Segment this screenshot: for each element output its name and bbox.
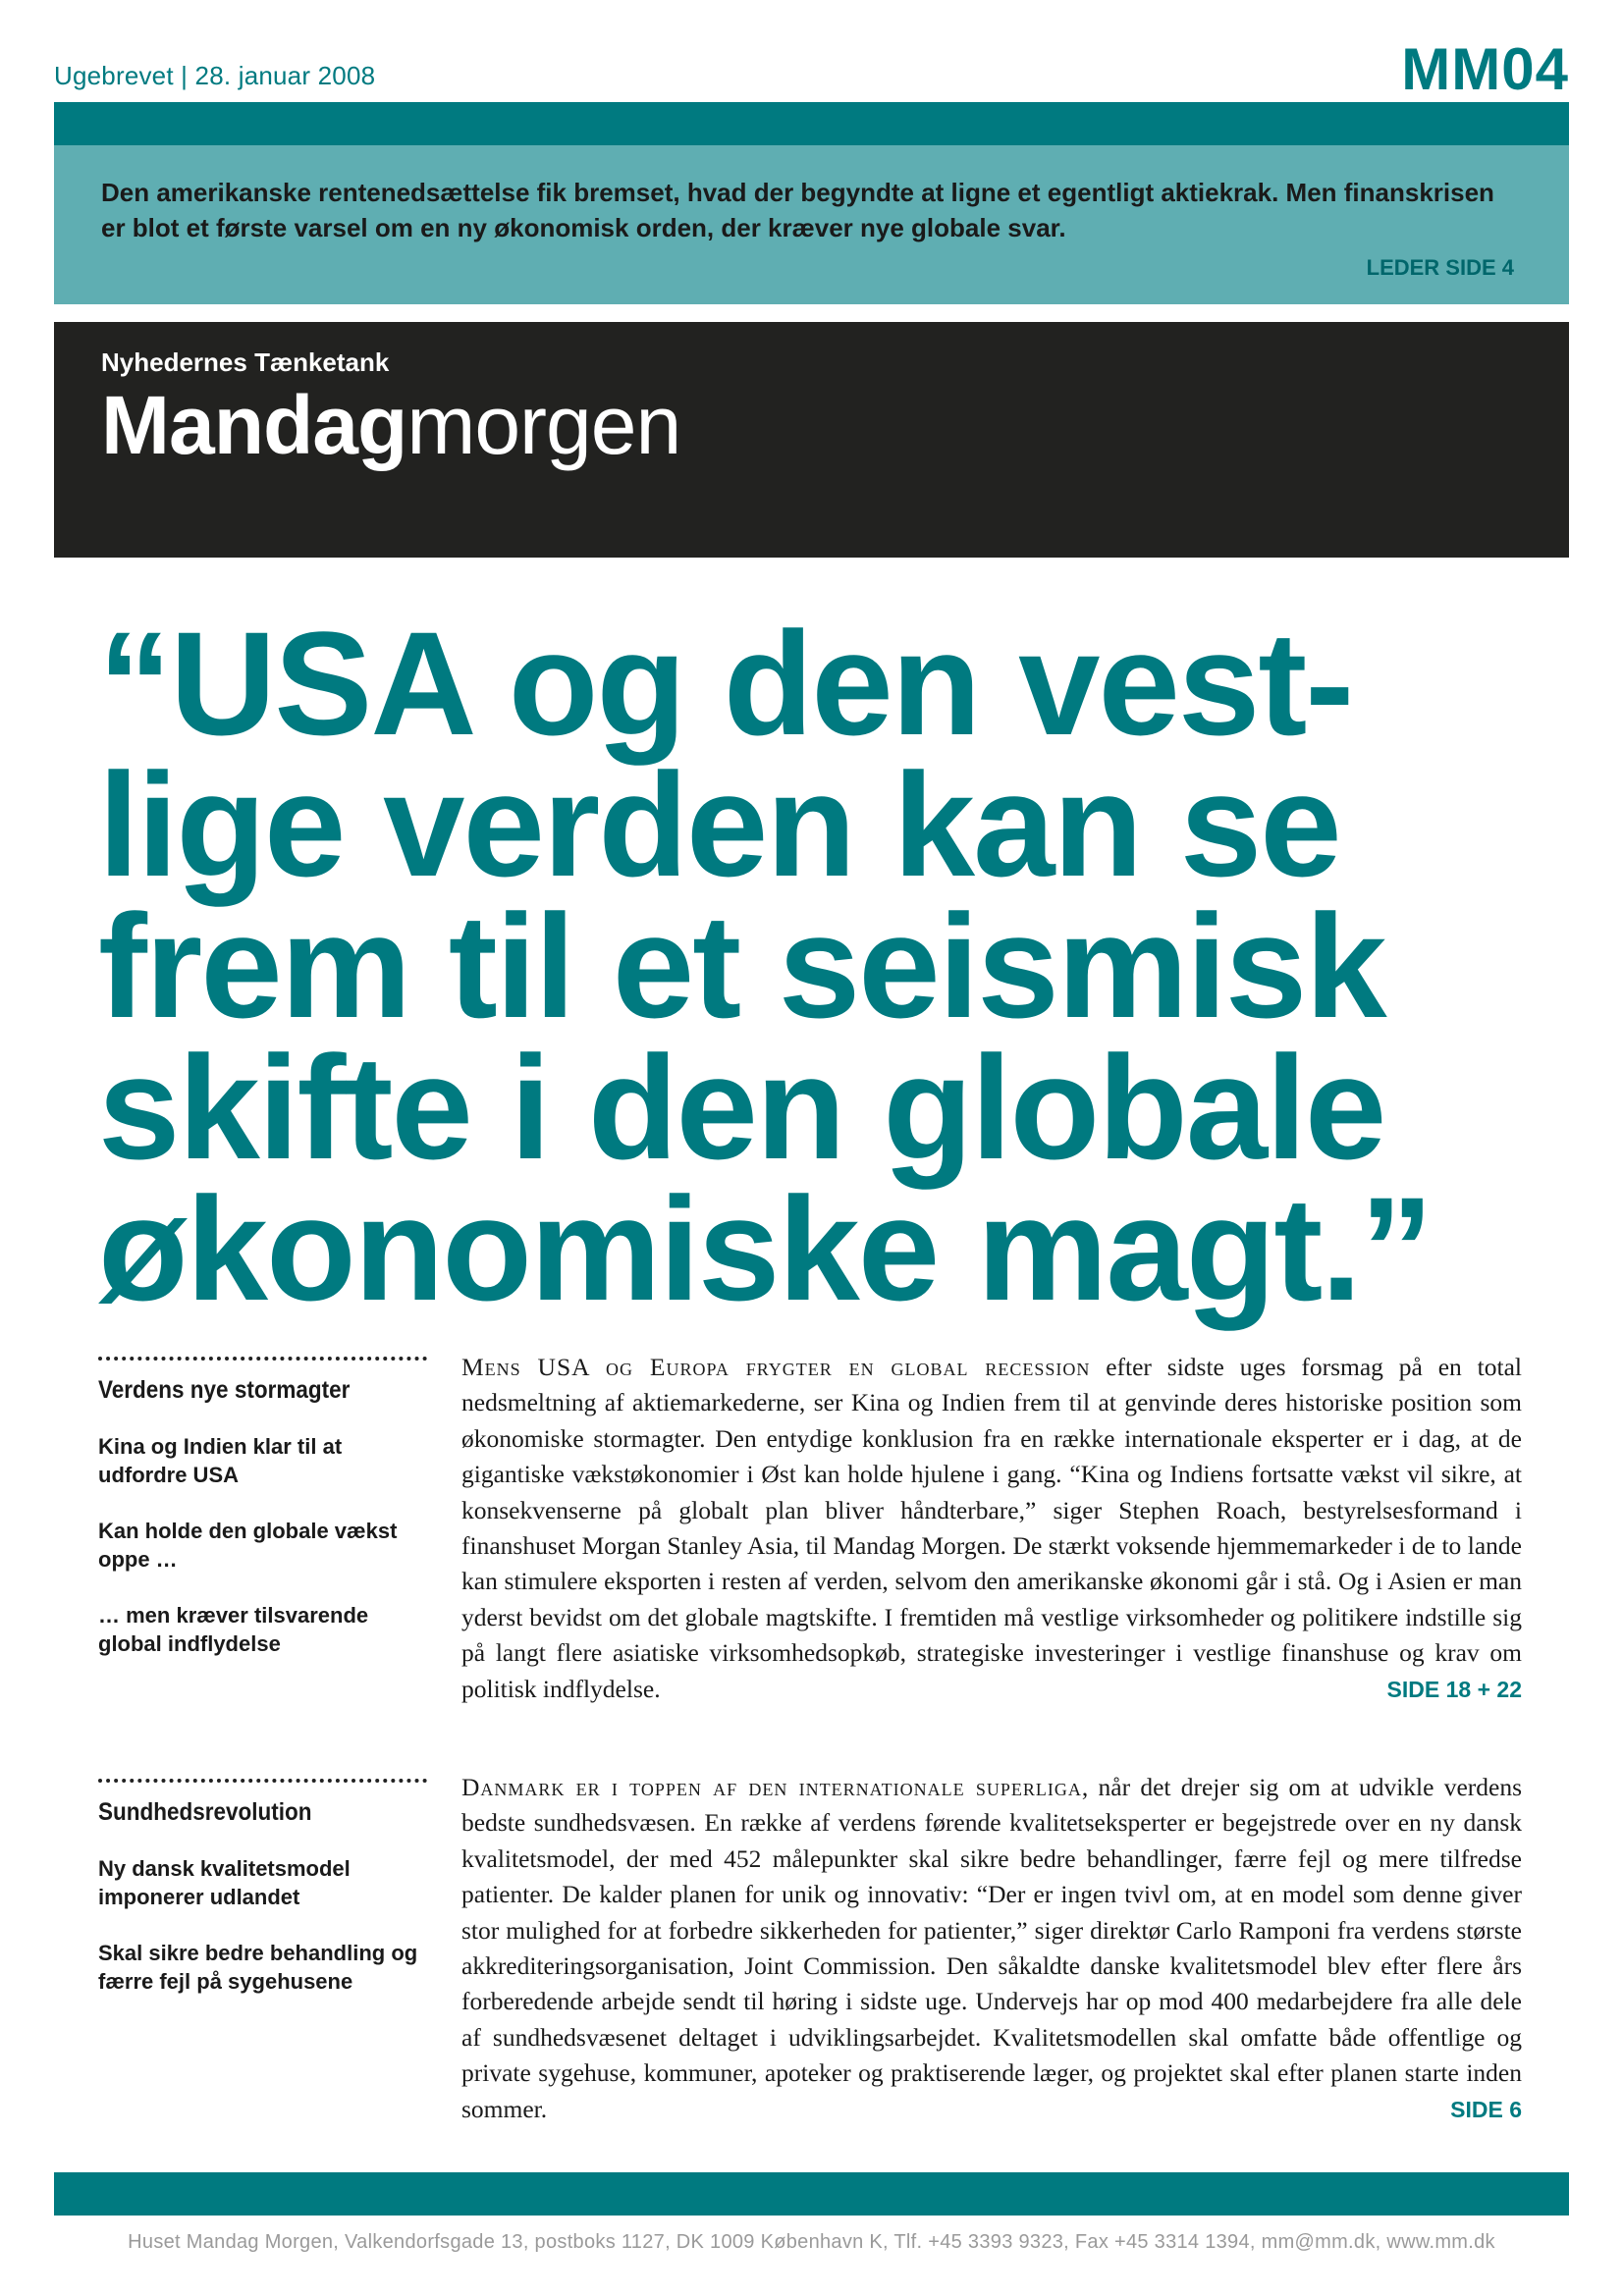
teaser-page-reference: LEDER SIDE 4 <box>1366 255 1514 280</box>
sidebar-title: Verdens nye stormagter <box>98 1376 351 1404</box>
sidebar-item: Kina og Indien klar til at udfordre USA <box>98 1434 343 1487</box>
footer-contact: Huset Mandag Morgen, Valkendorfsgade 13, postboks 1127, DK 1009 København K, Tlf. +45 3393 9323, Fax +45 3314 1394, mm@mm.dk, www.mm.dk <box>128 2231 1495 2253</box>
top-divider-strip <box>54 102 1569 145</box>
logo-light-part: morgen <box>406 379 681 471</box>
masthead-tagline: Nyhedernes Tænketank <box>101 347 390 377</box>
article-page-reference: SIDE 6 <box>1450 2096 1522 2122</box>
sidebar-world-powers <box>98 1357 427 1658</box>
article-body: efter sidste uges forsmag på en total nedsmeltning af aktiemarkederne, ser Kina og Indien frem til at genvinde deres historiske position som økonomiske stormagter. Den entydige konklusion fra en række internationale eksperter er i dag, at de gigantiske vækstøkonomier i Øst kan holde hjulene i gang. “Kina og Indiens fortsatte vækst vil sikre, at konsekvenserne på globalt plan bliver håndterbare,” siger Stephen Roach, bestyrelsesformand i finanshuset Morgan Stanley Asia, til Mandag Morgen. De stærkt voksende hjemmemarkeder i de to lande kan stimulere eksporten i resten af verden, selvom den amerikanske økonomi går i stå. Og i Asien er man yderst bevidst om det globale magtskifte. I fremtiden må vestlige virksomheder og politikere indstille sig på langt flere asiatiske virksomhedsopkøb, strategiske investeringer i vestlige finanshuse og krav om politisk indflydelse. <box>461 1353 1522 1703</box>
bottom-divider-strip <box>54 2172 1569 2216</box>
article-page-reference: SIDE 18 + 22 <box>1386 1676 1522 1702</box>
article-lead: Mens USA og Europa frygter en global recession <box>461 1353 1091 1381</box>
logo-bold-part: Mandag <box>101 379 407 471</box>
sidebar-item: Kan holde den globale vækst oppe … <box>98 1519 398 1572</box>
article-health <box>461 1770 1522 2127</box>
masthead <box>54 322 1569 558</box>
headline-quote: “USA og den vest-lige verden kan se frem til et seismisk skifte i den globale økonomiske magt.” <box>98 601 1432 1331</box>
publication-line: Ugebrevet | 28. januar 2008 <box>54 61 376 90</box>
sidebar-item: Skal sikre bedre behandling og færre fejl på sygehusene <box>98 1941 418 1994</box>
teaser-box <box>54 145 1569 304</box>
teaser-text: Den amerikanske rentenedsættelse fik bremset, hvad der begyndte at ligne et egentligt aktiekrak. Men finanskrisen er blot et første varsel om en ny økonomisk orden, der kræver nye globale svar. <box>101 178 1494 242</box>
dotted-divider <box>98 1357 427 1361</box>
article-world-powers <box>461 1350 1522 1707</box>
sidebar-item: … men kræver tilsvarende global indflydelse <box>98 1603 369 1656</box>
sidebar-item: Ny dansk kvalitetsmodel imponerer udlandet <box>98 1856 351 1909</box>
issue-code: MM04 <box>1401 36 1569 102</box>
article-lead: Danmark er i toppen af den internationale superliga <box>461 1773 1082 1801</box>
masthead-logo <box>101 380 1522 470</box>
dotted-divider <box>98 1779 427 1783</box>
sidebar-health <box>98 1779 427 1996</box>
sidebar-title: Sundhedsrevolution <box>98 1798 312 1826</box>
article-body: , når det drejer sig om at udvikle verdens bedste sundhedsvæsen. En række af verdens førende kvalitetseksperter er begejstrede over en ny dansk kvalitetsmodel, der med 452 målepunkter skal sikre bedre behandlinger, færre fejl og mere tilfredse patienter. De kalder planen for unik og innovativ: “Der er ingen tvivl om, at en model som denne giver stor mulighed for at forbedre sikkerheden for patienter,” siger direktør Carlo Ramponi fra verdens største akkrediteringsorganisation, Joint Commission. Den såkaldte danske kvalitetsmodel blev efter flere års forberedende arbejde sendt til høring i sidste uge. Undervejs har op mod 400 medarbejdere fra alle dele af sundhedsvæsenet deltaget i udviklingsarbejdet. Kvalitetsmodellen skal omfatte både offentlige og private sygehuse, kommuner, apoteker og praktiserende læger, og projektet skal efter planen starte inden sommer. <box>461 1773 1522 2123</box>
